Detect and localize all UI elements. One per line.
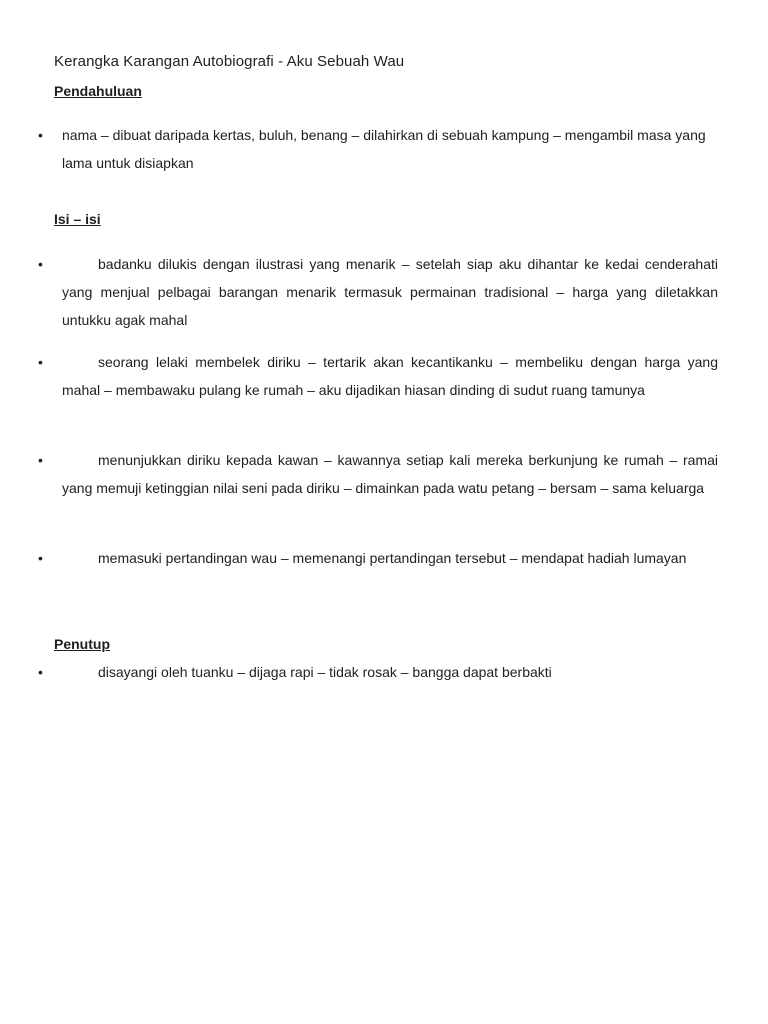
- bullet-icon: •: [38, 664, 43, 680]
- list-item-text: badanku dilukis dengan ilustrasi yang menarik – setelah siap aku dihantar ke kedai cenderahati yang menjual pelbagai barangan menarik termasuk permainan tradisional – harga yang diletakkan untukku agak mahal: [62, 256, 718, 328]
- section-heading-isi: Isi – isi: [54, 211, 101, 227]
- bullet-icon: •: [38, 127, 43, 143]
- list-item-text: disayangi oleh tuanku – dijaga rapi – tidak rosak – bangga dapat berbakti: [98, 664, 552, 680]
- bullet-icon: •: [38, 550, 43, 566]
- list-item-text: memasuki pertandingan wau – memenangi pertandingan tersebut – mendapat hadiah lumayan: [98, 550, 687, 566]
- section-heading-penutup: Penutup: [54, 636, 110, 652]
- bullet-icon: •: [38, 256, 43, 272]
- bullet-icon: •: [38, 452, 43, 468]
- bullet-icon: •: [38, 354, 43, 370]
- list-item-text: nama – dibuat daripada kertas, buluh, benang – dilahirkan di sebuah kampung – mengambil masa yang lama untuk disiapkan: [62, 127, 706, 171]
- list-item-text: menunjukkan diriku kepada kawan – kawannya setiap kali mereka berkunjung ke rumah – ramai yang memuji ketinggian nilai seni pada diriku – dimainkan pada watu petang – bersam – sama keluarga: [62, 452, 718, 496]
- document-title: Kerangka Karangan Autobiografi - Aku Sebuah Wau: [54, 53, 405, 70]
- list-item-text: seorang lelaki membelek diriku – tertarik akan kecantikanku – membeliku dengan harga yang mahal – membawaku pulang ke rumah – aku dijadikan hiasan dinding di sudut ruang tamunya: [62, 354, 718, 398]
- section-heading-pendahuluan: Pendahuluan: [54, 83, 142, 99]
